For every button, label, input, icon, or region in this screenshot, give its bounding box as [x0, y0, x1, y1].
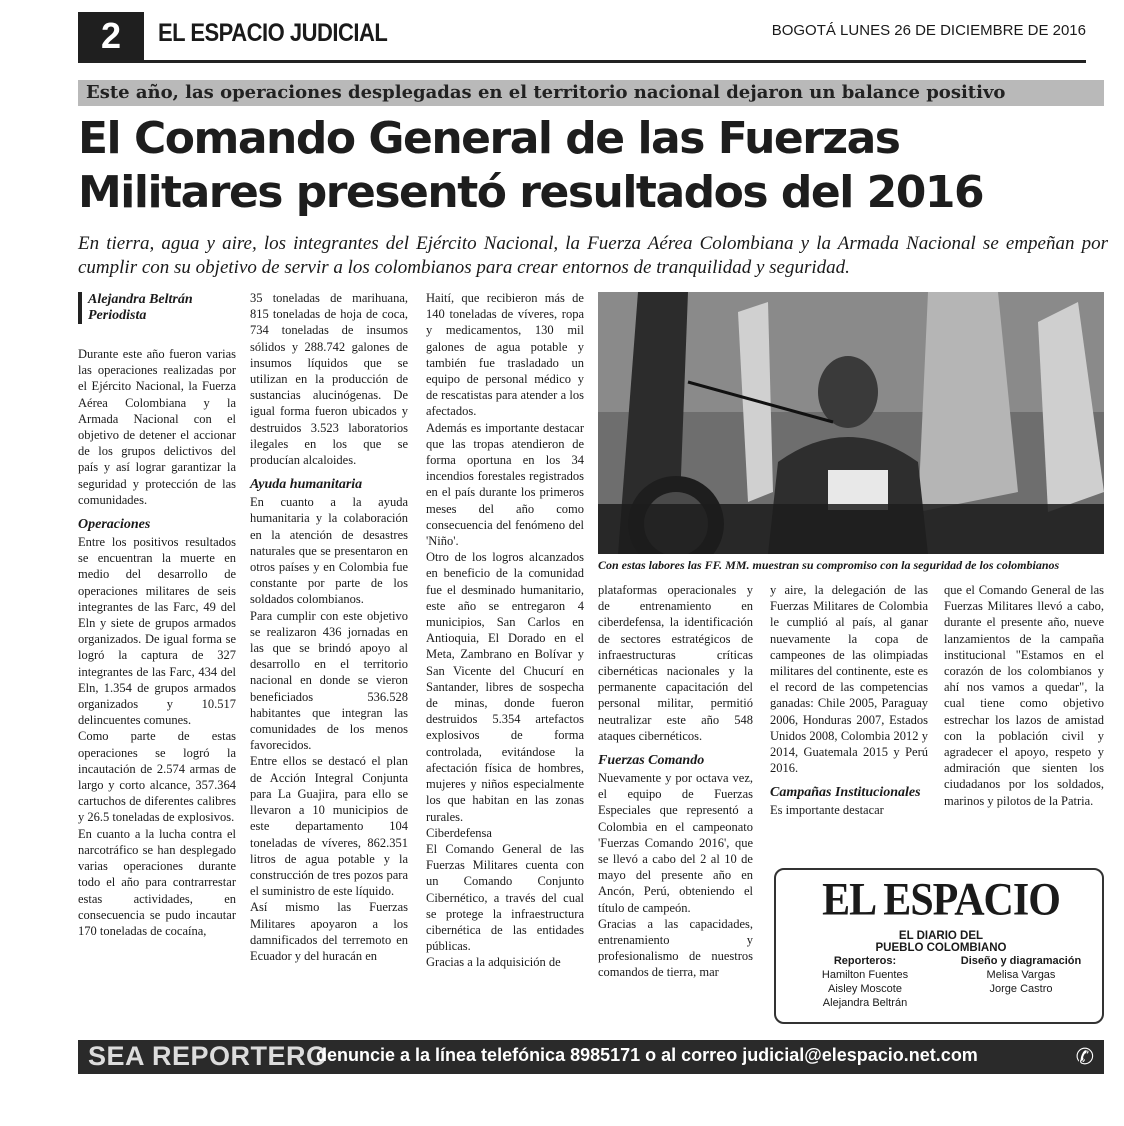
- reporter-name: Aisley Moscote: [828, 983, 902, 995]
- byline: [78, 292, 193, 324]
- article-column-2: [250, 290, 408, 964]
- article-photo: [598, 292, 1104, 554]
- paragraph: 35 toneladas de marihuana, 815 toneladas de hoja de coca, 734 toneladas de insumos sólidos y 288.742 galones de insumos líquidos que se utilizan en la producción de sustancias alucinógenas. De igual forma fueron ubicados y destruidos 3.523 laboratorios ilegales en los que se producían alcaloides.: [250, 291, 408, 468]
- kicker: Este año, las operaciones desplegadas en el territorio nacional dejaron un balance positivo: [78, 80, 1104, 106]
- headline: [78, 112, 1108, 220]
- paragraph: Otro de los logros alcanzados en beneficio de la comunidad fue el desminado humanitario, este año se entregaron 4 municipios, San Carlos en Antioquia, El Dorado en el Meta, Zambrano en Bolívar y San Vicente del Chucurí en Santander, libres de sospecha de minas, donde fueron destruidos 5.354 artefactos explosivos de forma controlada, evitándose la afectación física de hombres, mujeres y niños especialmente los que habitan en las zonas rurales.: [426, 550, 584, 824]
- masthead-logo: EL ESPACIO: [822, 874, 1060, 926]
- paragraph: Además es importante destacar que las tropas atendieron de forma oportuna en los 34 incendios forestales registrados en el país durante los primeros meses del año como consecuencia del fenómeno del 'Niño'.: [426, 420, 584, 549]
- paragraph: Gracias a las capacidades, entrenamiento y profesionalismo de nuestros comandos de tierra, mar: [598, 916, 753, 980]
- paragraph: y aire, la delegación de las Fuerzas Militares de Colombia le cumplió al país, al ganar nuevamente la copa de campeones de las olimpiadas militares del continente, este es el record de las competencias ganadas: Chile 2005, Paraguay 2006, Honduras 2007, Estados Unidos 2008, Colombia 2012 y 2014, Guatemala 2015 y Perú 2016.: [770, 583, 928, 776]
- reporter-name: Alejandra Beltrán: [822, 997, 908, 1009]
- paragraph: Entre los positivos resultados se encuentran la muerte en medio del desarrollo de operaciones militares de seis integrantes de las Farc, 49 del Eln y siete de grupos armados organizados. De igual forma se logró la captura de 327 integrantes de las Farc, 434 del Eln, 1.354 de grupos armados organizados y 10.517 delincuentes comunes.: [78, 535, 236, 728]
- subhead-fuerzas-comando: Fuerzas Comando: [598, 753, 705, 769]
- design-label: Diseño y diagramación: [960, 955, 1082, 967]
- reporter-name: Hamilton Fuentes: [821, 969, 909, 981]
- credits-box: [774, 868, 1104, 1024]
- paragraph: Entre ellos se destacó el plan de Acción Integral Conjunta para La Guajira, para ello se llevaron a 10 municipios de este departamento 104 toneladas de víveres, 862.351 litros de agua potable y la construcción de tres pozos para el suministro de este líquido.: [250, 754, 408, 899]
- paragraph: El Comando General de las Fuerzas Militares cuenta con un Comando Conjunto Cibernético, a través del cual se protege la infraestructura cibernética de las entidades públicas.: [426, 841, 584, 954]
- article-column-3: [426, 290, 584, 971]
- reporters-label: Reporteros:: [833, 955, 897, 967]
- paragraph: En cuanto a la ayuda humanitaria y la colaboración en la atención de desastres naturales que se presentaron en otros países y en Colombia fue constante por parte de los soldados colombianos.: [250, 495, 408, 607]
- paragraph: Nuevamente y por octava vez, el equipo de Fuerzas Especiales que representó a Colombia en el campeonato 'Fuerzas Comando 2016', que se llevó a cabo del 2 al 10 de mayo del presente año en Ancón, Perú, obteniendo el título de campeón.: [598, 771, 753, 915]
- paragraph: En cuanto a la lucha contra el narcotráfico se han desplegado varias operaciones durante todo el año para contrarrestar estas actividades, en consecuencia se pudo incautar 170 toneladas de cocaína,: [78, 826, 236, 938]
- section-title: EL ESPACIO JUDICIAL: [158, 18, 388, 47]
- article-column-1: [78, 346, 236, 939]
- article-column-6: [944, 582, 1104, 809]
- masthead-tagline: [776, 930, 1106, 954]
- photo-caption: Con estas labores las FF. MM. muestran su compromiso con la seguridad de los colombianos: [598, 558, 1060, 572]
- paragraph: que el Comando General de las Fuerzas Militares llevó a cabo, durante el presente año, nueve lanzamientos de la campaña institucional "Estamos en el corazón de los colombianos y ahí nos vamos a quedar", la cual tiene como objetivo estrechar los lazos de amistad con la población civil y agradecer el apoyo, respeto y admiración que sienten los ciudadanos por los soldados, marinos y pilotos de la Patria.: [944, 583, 1104, 808]
- subhead-ayuda-humanitaria: Ayuda humanitaria: [250, 477, 363, 493]
- phone-icon: ✆: [1075, 1044, 1094, 1069]
- designers-list: [946, 954, 1096, 996]
- headline-line-1: El Comando General de las Fuerzas: [78, 113, 900, 164]
- tagline-line-1: EL DIARIO DEL: [898, 930, 984, 942]
- subheadline: En tierra, agua y aire, los integrantes del Ejército Nacional, la Fuerza Aérea Colombiana y la Armada Nacional se empeñan por cumplir con su objetivo de servir a los colombianos para crear entornos de tranquilidad y seguridad.: [78, 233, 1108, 278]
- paragraph: Ciberdefensa: [426, 825, 492, 840]
- paragraph: Durante este año fueron varias las operaciones realizadas por el Ejército Nacional, la Fuerza Aérea Colombiana y la Armada Nacional con el objetivo de detener el accionar de los grupos delictivos del país y así lograr garantizar la seguridad y protección de las comunidades.: [78, 347, 236, 507]
- footer-title: SEA REPORTERO: [88, 1041, 328, 1071]
- paragraph: Como parte de estas operaciones se logró la incautación de 2.574 armas de largo y corto alcance, 357.364 cartuchos de diferentes calibres y 26.5 toneladas de explosivos.: [78, 729, 236, 825]
- page-number: 2: [78, 12, 144, 60]
- footer-contact: denuncie a la línea telefónica 8985171 o al correo judicial@elespacio.net.com: [316, 1045, 978, 1065]
- footer-banner: [78, 1040, 1104, 1074]
- subhead-operaciones: Operaciones: [78, 517, 151, 533]
- paragraph: plataformas operacionales y de entrenamiento en ciberdefensa, la identificación de sectores estratégicos de infraestructuras críticas cibernéticas nacionales y la permanente capacitación del personal militar, permitió neutralizar este año 548 ataques cibernéticos.: [598, 583, 753, 743]
- reporters-list: [790, 954, 940, 1010]
- article-column-4: [598, 582, 753, 981]
- headline-line-2: Militares presentó resultados del 2016: [78, 167, 984, 218]
- subhead-campanas: Campañas Institucionales: [770, 785, 921, 801]
- byline-name: Alejandra Beltrán: [88, 292, 193, 307]
- dateline: BOGOTÁ LUNES 26 DE DICIEMBRE DE 2016: [771, 22, 1086, 39]
- designer-name: Melisa Vargas: [986, 969, 1056, 981]
- byline-role: Periodista: [88, 308, 147, 323]
- tagline-line-2: PUEBLO COLOMBIANO: [875, 942, 1007, 954]
- paragraph: Así mismo las Fuerzas Militares apoyaron a los damnificados del terremoto en Ecuador y del huracán en: [250, 900, 408, 963]
- header-rule: [78, 60, 1086, 63]
- paragraph: Es importante destacar: [770, 803, 884, 818]
- designer-name: Jorge Castro: [989, 983, 1053, 995]
- photo-illustration: [598, 292, 1104, 554]
- paragraph: Gracias a la adquisición de: [426, 955, 561, 970]
- paragraph: Haití, que recibieron más de 140 toneladas de víveres, ropa y medicamentos, 130 mil galones de agua potable y también fue trasladado un equipo de personal médico y de rescatistas para atender a los afectados.: [426, 291, 584, 419]
- article-column-5: [770, 582, 928, 819]
- paragraph: Para cumplir con este objetivo se realizaron 436 jornadas en las que se brindó apoyo al desarrollo en el territorio nacional en donde se vieron beneficiados 536.528 habitantes que integran las comunidades de los menos favorecidos.: [250, 608, 408, 753]
